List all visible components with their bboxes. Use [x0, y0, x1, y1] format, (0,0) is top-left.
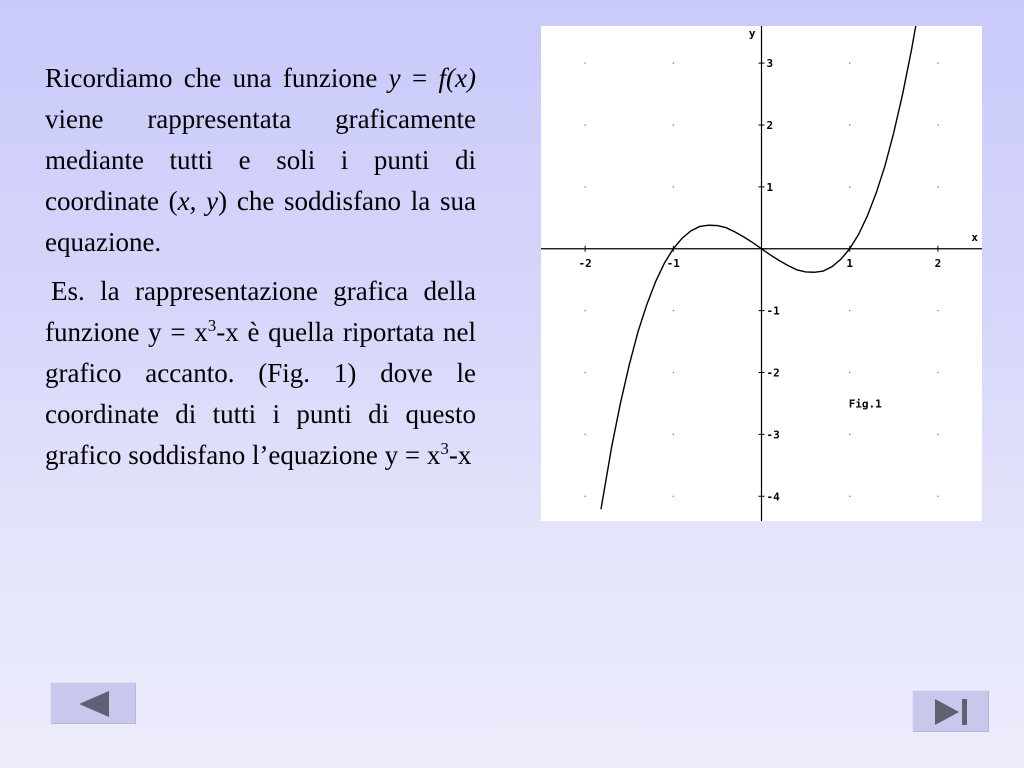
text-segment: -x è quella riportata nel grafico accanto. (Fig. 1) dove le coordinate di tutti i punti di questo grafico soddisfano l’equazione y = x: [45, 317, 476, 470]
grid-dot: [937, 496, 938, 497]
grid-dot: [673, 372, 674, 373]
x-tick-label: 1: [846, 256, 854, 270]
grid-dot: [937, 63, 938, 64]
y-tick-label: 1: [766, 180, 774, 194]
x-axis-label: x: [971, 230, 978, 244]
coord-x: x,: [177, 186, 197, 216]
grid-dot: [849, 434, 850, 435]
last-slide-button[interactable]: [912, 690, 989, 732]
equation-y: y: [388, 63, 401, 93]
paragraph-example: [45, 271, 476, 476]
grid-dot: [673, 124, 674, 125]
grid-dot: [673, 186, 674, 187]
exponent: 3: [440, 439, 449, 458]
grid-dot: [937, 310, 938, 311]
y-tick-label: -4: [766, 490, 780, 504]
function-graph: [541, 26, 982, 521]
grid-dot: [937, 186, 938, 187]
grid-dot: [849, 124, 850, 125]
y-tick-label: -3: [766, 428, 780, 442]
grid-dot: [849, 496, 850, 497]
text-segment: -x: [448, 440, 472, 470]
grid-dot: [585, 124, 586, 125]
previous-slide-button[interactable]: [50, 682, 136, 724]
y-tick-label: 3: [766, 57, 774, 71]
function-curve: [601, 26, 916, 509]
grid-dot: [673, 310, 674, 311]
text-segment: Ricordiamo che una funzione: [45, 63, 389, 93]
grid-dot: [585, 372, 586, 373]
equation-equals: =: [400, 63, 439, 93]
coord-sep: [196, 186, 206, 216]
skip-to-end-icon: [912, 690, 989, 732]
grid-dot: [673, 434, 674, 435]
grid-dot: [585, 186, 586, 187]
grid-dot: [673, 63, 674, 64]
grid-dot: [673, 496, 674, 497]
grid-dot: [849, 186, 850, 187]
graph-svg: [541, 26, 982, 521]
equation-fx: f(x): [438, 63, 476, 93]
text-segment: Es. la rappresentazione grafica della funzione y = x: [45, 276, 476, 347]
x-tick-label: -1: [666, 256, 680, 270]
paragraph-definition: [45, 58, 476, 263]
y-tick-label: 2: [766, 119, 774, 132]
grid-dot: [585, 63, 586, 64]
text-segment: ) che soddisfano la sua equazione.: [45, 186, 476, 257]
coord-y: y: [206, 186, 219, 216]
grid-dot: [585, 496, 586, 497]
grid-dot: [585, 310, 586, 311]
y-tick-label: -1: [766, 304, 780, 318]
y-tick-label: -2: [766, 366, 780, 380]
x-tick-label: 2: [934, 256, 942, 270]
y-axis-label: y: [748, 27, 756, 40]
grid-dot: [937, 372, 938, 373]
exponent: 3: [207, 316, 217, 335]
text-segment: viene rappresentata graficamente mediante tutti e soli i punti di coordinate (: [45, 104, 476, 216]
grid-dot: [937, 124, 938, 125]
x-tick-label: -2: [578, 256, 592, 270]
grid-dot: [849, 372, 850, 373]
grid-dot: [585, 434, 586, 435]
triangle-left-icon: [50, 682, 136, 724]
slide-text: [45, 58, 476, 476]
figure-annotation: Fig.1: [848, 397, 882, 411]
grid-dot: [937, 434, 938, 435]
grid-dot: [849, 63, 850, 64]
grid-dot: [849, 310, 850, 311]
